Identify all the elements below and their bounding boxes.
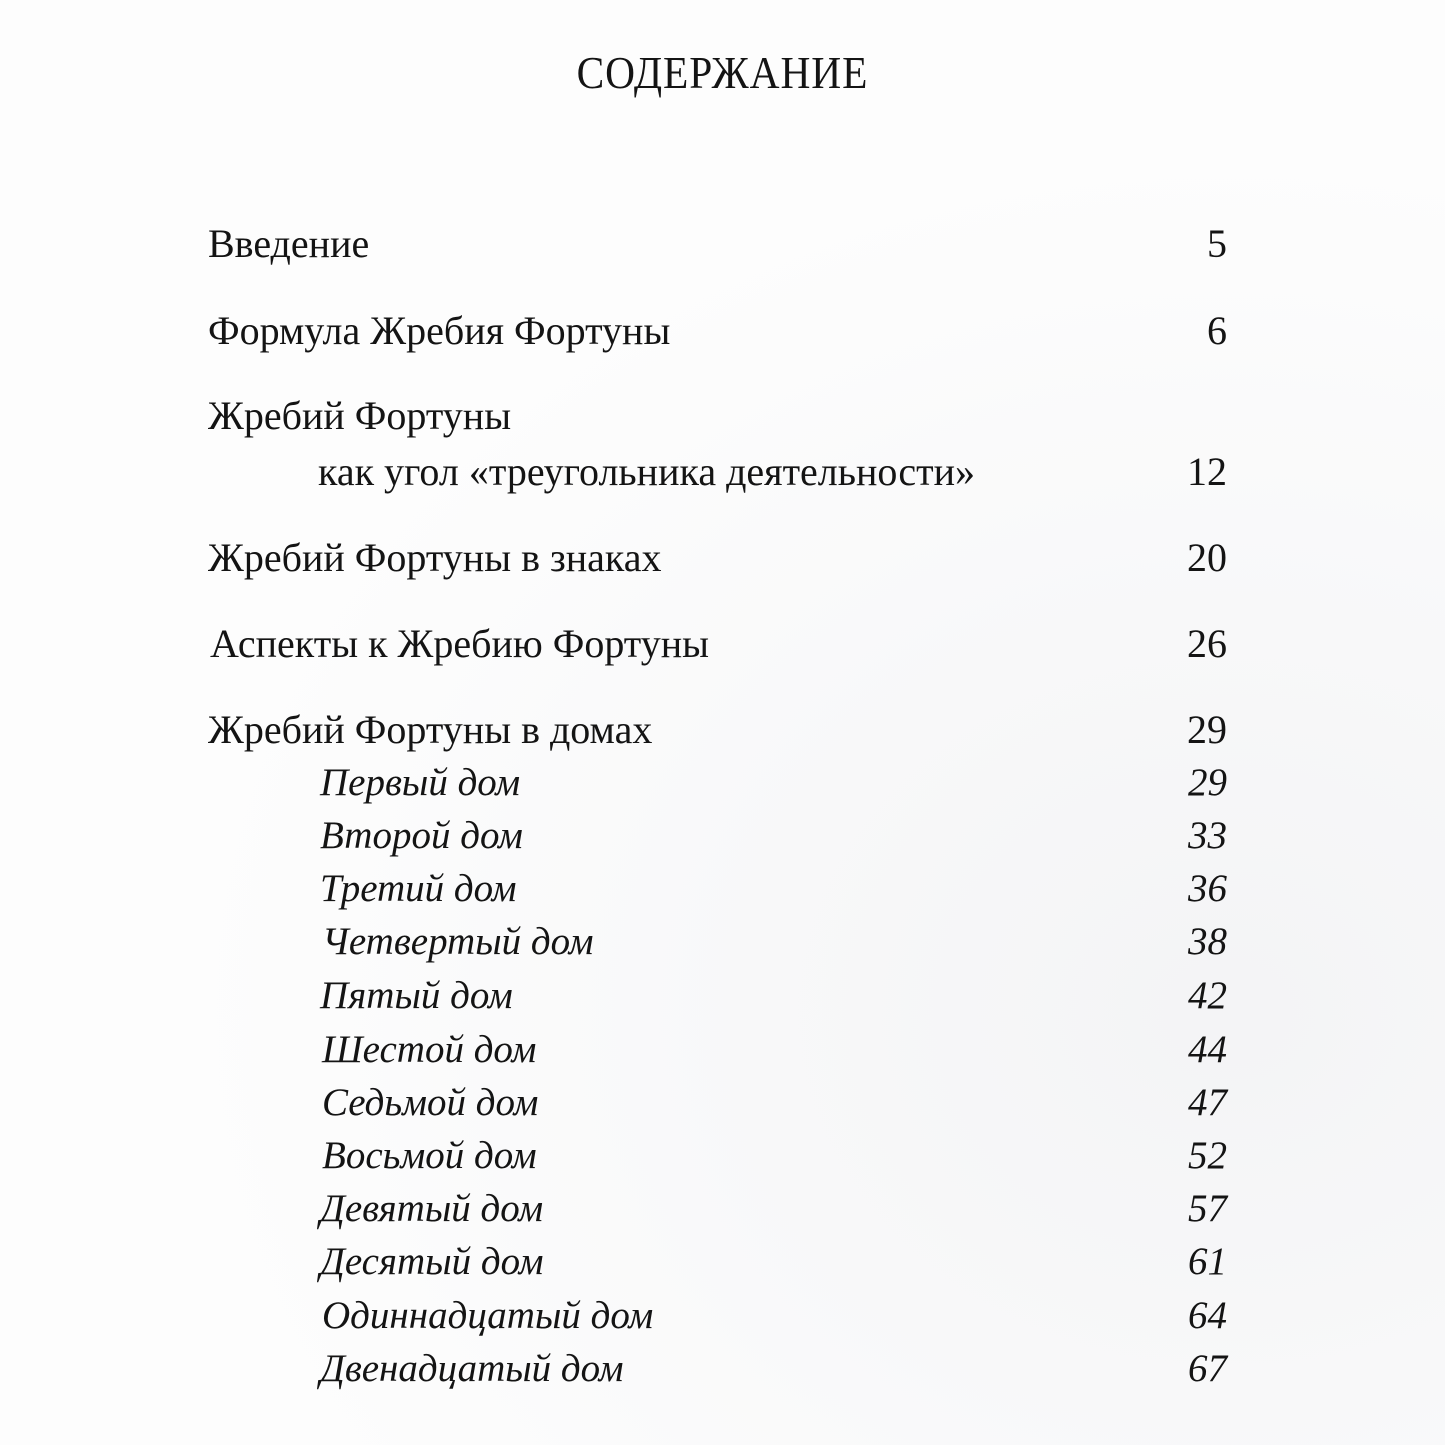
toc-subentry-page: 44	[1188, 1028, 1227, 1071]
toc-subentry-title: Третий дом	[320, 867, 517, 910]
toc-subentry-title: Десятый дом	[320, 1240, 544, 1283]
toc-subentry-title: Пятый дом	[320, 974, 513, 1017]
toc-subentry-page: 42	[1188, 974, 1227, 1017]
toc-subentry-page: 57	[1188, 1187, 1227, 1230]
toc-subentry-title: Седьмой дом	[322, 1081, 539, 1124]
toc-entry-page: 29	[1187, 707, 1227, 752]
toc-subentry-page: 33	[1188, 814, 1227, 857]
page-title: СОДЕРЖАНИЕ	[576, 47, 869, 98]
toc-entry-page: 12	[1187, 449, 1227, 494]
toc-subentry-title: Первый дом	[320, 761, 521, 804]
toc-subentry-page: 64	[1188, 1294, 1227, 1337]
toc-subentry-page: 61	[1188, 1240, 1227, 1283]
toc-entry-title: Жребий Фортуны в знаках	[208, 535, 662, 580]
toc-subentry-title: Девятый дом	[320, 1187, 544, 1230]
toc-subentry-title: Четвертый дом	[322, 920, 594, 963]
toc-subentry-page: 36	[1188, 867, 1227, 910]
toc-subentry-title: Одиннадцатый дом	[322, 1294, 654, 1337]
toc-subentry-page: 67	[1188, 1347, 1227, 1390]
toc-entry-title: Жребий Фортуны в домах	[208, 707, 653, 752]
toc-entry-title: Аспекты к Жребию Фортуны	[210, 621, 710, 666]
toc-entry-title: Введение	[208, 221, 370, 266]
toc-subentry-title: Шестой дом	[322, 1028, 537, 1071]
toc-entry-title: Жребий Фортуны	[208, 393, 512, 438]
toc-entry-page: 20	[1187, 535, 1227, 580]
toc-entry-continuation: как угол «треугольника деятельности»	[318, 449, 976, 494]
toc-entry-title: Формула Жребия Фортуны	[208, 308, 671, 353]
toc-entry-page: 5	[1207, 221, 1227, 266]
toc-subentry-title: Восьмой дом	[322, 1134, 537, 1177]
toc-subentry-title: Двенадцатый дом	[320, 1347, 624, 1390]
toc-subentry-page: 47	[1188, 1081, 1227, 1124]
toc-subentry-page: 52	[1188, 1134, 1227, 1177]
toc-entry-page: 6	[1207, 308, 1227, 353]
toc-subentry-title: Второй дом	[320, 814, 523, 857]
toc-entry-page: 26	[1187, 621, 1227, 666]
toc-subentry-page: 29	[1188, 761, 1227, 804]
toc-subentry-page: 38	[1188, 920, 1227, 963]
